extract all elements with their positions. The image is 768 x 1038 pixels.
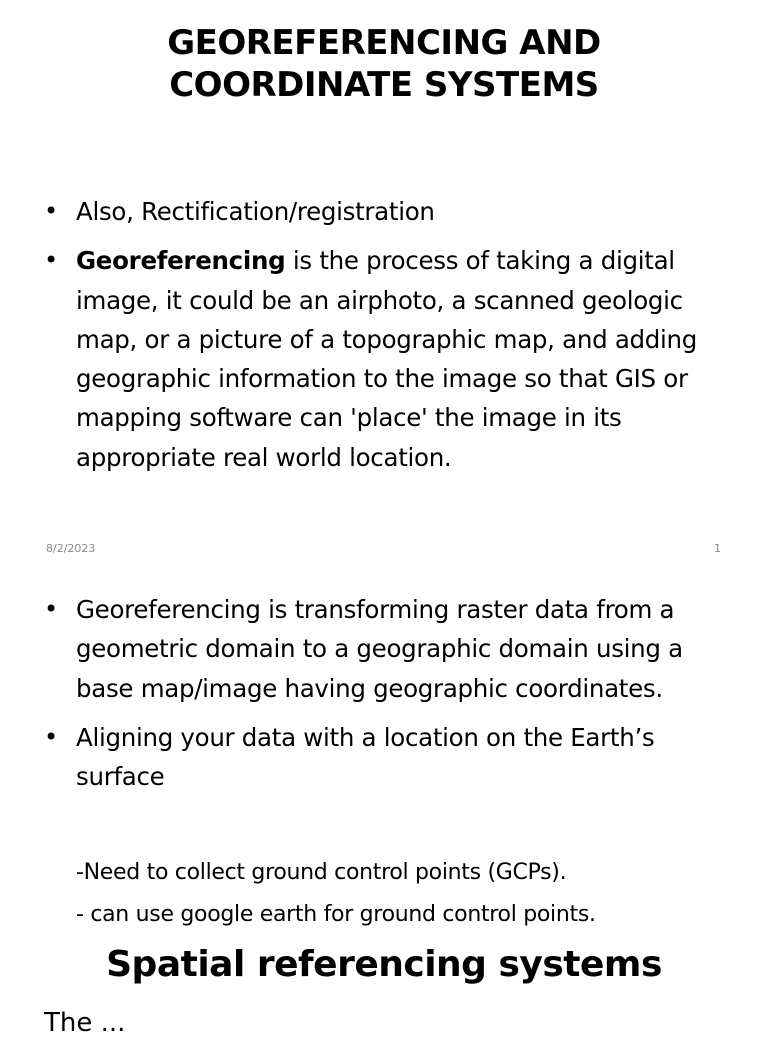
- slide-2: [0, 566, 768, 1024]
- bullet-text: Georeferencing is transforming raster data from a geometric domain to a geographic domain using a base map/image having geographic coordinates.: [76, 595, 683, 703]
- slide-title-line-1: GEOREFERENCING AND: [167, 23, 601, 63]
- bullet-list: [44, 590, 744, 796]
- bullet-dot-icon: •: [44, 197, 58, 225]
- bullet-text: Also, Rectification/registration: [76, 197, 435, 226]
- bullet-dot-icon: •: [44, 595, 58, 623]
- slide-title-line-2: COORDINATE SYSTEMS: [169, 65, 599, 105]
- bullet-item: [44, 192, 744, 231]
- bullet-text: is the process of taking a digital image, it could be an airphoto, a scanned geologic map, or a picture of a topographic map, and adding geographic information to the image so that GIS or mapping software can 'place' the image in its appropriate real world location.: [76, 246, 698, 472]
- bullet-item: [44, 718, 744, 797]
- bullet-dot-icon: •: [44, 246, 58, 275]
- bullet-text: Aligning your data with a location on the Earth’s surface: [76, 722, 655, 792]
- bullet-bold-term: Georeferencing: [76, 246, 286, 276]
- sub-note: -Need to collect ground control points (GCPs).: [76, 860, 567, 885]
- bullet-item: [44, 241, 744, 477]
- sub-note: - can use google earth for ground control points.: [76, 902, 596, 927]
- bullet-list: [44, 192, 744, 477]
- footer-date: 8/2/2023: [46, 542, 96, 555]
- section-heading: Spatial referencing systems: [106, 944, 662, 985]
- cut-off-text: The ...: [44, 1008, 126, 1038]
- footer-page-number: 1: [714, 542, 721, 555]
- slide-title: [0, 22, 768, 106]
- bullet-dot-icon: •: [44, 722, 58, 751]
- bullet-item: [44, 590, 744, 708]
